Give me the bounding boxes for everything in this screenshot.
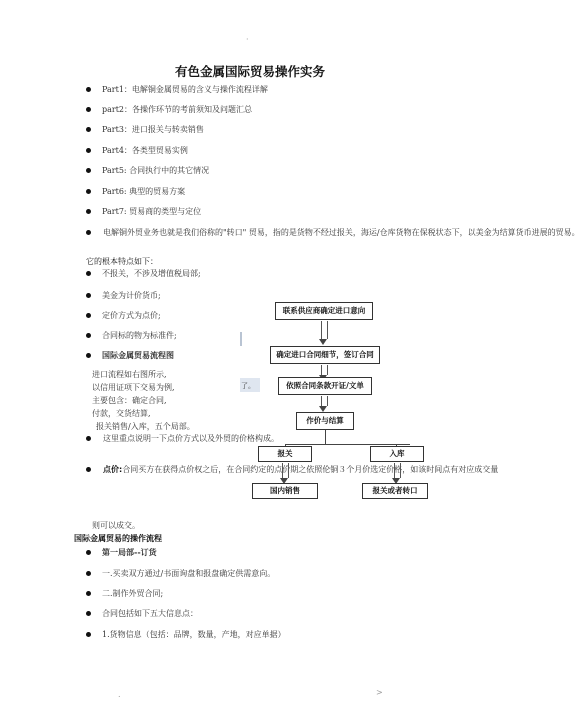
- flow-box-domestic-sales: 国内销售: [252, 483, 318, 499]
- import-flow-line: 以信用证项下交易为例,: [92, 383, 175, 392]
- list-item: Part3：进口报关与转卖销售: [86, 124, 204, 135]
- step-item: 1.货物信息（包括：品牌，数量，产地，对应单据）: [86, 629, 286, 640]
- bullet-icon: [86, 293, 91, 298]
- list-item: part2：各操作环节的考前须知及问题汇总: [86, 104, 252, 115]
- pricing-text: 合同买方在获得点价权之后，在合同约定的点价期之依照伦铜３个月价选定价格，如该时间点有对应成交量: [122, 465, 499, 474]
- stage-heading-item: 第一局部--订货: [86, 547, 157, 558]
- intro-bullet: [86, 227, 580, 239]
- step-item: 一.买卖双方通过/书面询盘和报盘确定供需意向。: [86, 568, 275, 579]
- pricing-bullet: [86, 464, 499, 476]
- pricing-end: 则可以成交。: [92, 521, 140, 530]
- feature-item: 合同标的物为标准件;: [86, 330, 177, 341]
- bullet-icon: [86, 189, 91, 194]
- pricing-label: 点价:: [103, 465, 123, 474]
- bullet-icon: [86, 632, 91, 637]
- flow-arrow: [394, 463, 401, 478]
- flow-box-warehouse: 入库: [370, 446, 424, 462]
- bullet-icon: [86, 271, 91, 276]
- step-item: 二.制作外贸合同;: [86, 588, 163, 599]
- header-mark: ·: [246, 35, 249, 44]
- flow-connector: [285, 444, 410, 445]
- flow-arrow: [282, 463, 289, 478]
- list-item: Part6: 典型的贸易方案: [86, 186, 185, 197]
- intro-text: 电解铜外贸业务也就是我们俗称的"转口" 贸易，指的是货物不经过报关，海运/仓库货物在保税状态下，以美金为结算货币进展的贸易。: [103, 228, 580, 237]
- bullet-icon: [86, 571, 91, 576]
- flow-box-intent: 联系供应商确定进口意向: [275, 302, 373, 320]
- list-item: Part7: 贸易商的类型与定位: [86, 206, 201, 217]
- feature-item: 美金为计价货币;: [86, 290, 161, 301]
- procedure-heading: 国际金属贸易的操作流程: [74, 534, 162, 543]
- flow-box-customs: 报关: [258, 446, 312, 462]
- bullet-icon: [86, 353, 91, 358]
- bullet-icon: [86, 168, 91, 173]
- list-item: Part1：电解铜金属贸易的含义与操作流程详解: [86, 84, 268, 95]
- footer-left: .: [118, 690, 121, 699]
- list-item: Part4：各类型贸易实例: [86, 145, 188, 156]
- flowchart-heading-item: 国际金属贸易流程图: [86, 350, 174, 361]
- bullet-icon: [86, 550, 91, 555]
- bullet-icon: [86, 333, 91, 338]
- bullet-icon: [86, 436, 91, 441]
- import-flow-line: 报关销售/入库，五个局部。: [96, 422, 195, 431]
- import-flow-line: 主要包含：确定合同,: [92, 396, 167, 405]
- bullet-icon: [86, 230, 91, 235]
- page-title: 有色金属国际贸易操作实务: [174, 64, 325, 79]
- flow-arrow: [321, 365, 328, 375]
- bullet-icon: [86, 467, 91, 472]
- import-flow-line: 付款，交货结算,: [92, 409, 151, 418]
- bullet-icon: [86, 87, 91, 92]
- feature-item: 定价方式为点价;: [86, 310, 161, 321]
- bullet-icon: [86, 611, 91, 616]
- flow-box-reexport: 报关或者转口: [362, 483, 428, 499]
- features-heading: 它的根本特点如下：: [86, 257, 158, 266]
- flow-box-credit: 依照合同条款开证/文单: [278, 377, 372, 395]
- bullet-icon: [86, 148, 91, 153]
- bullet-icon: [86, 107, 91, 112]
- flow-box-settlement: 作价与结算: [296, 412, 354, 430]
- bullet-icon: [86, 209, 91, 214]
- flow-box-contract: 确定进口合同细节，签订合同: [270, 346, 380, 364]
- step-item: 合同包括如下五大信息点：: [86, 608, 198, 619]
- flowchart: [238, 290, 428, 525]
- import-flow-line: 进口流程如右图所示,: [92, 370, 167, 379]
- feature-item: 不报关，不涉及增值税局部;: [86, 268, 201, 279]
- bullet-icon: [86, 591, 91, 596]
- bullet-icon: [86, 313, 91, 318]
- flow-connector: [325, 430, 326, 444]
- bullet-icon: [86, 127, 91, 132]
- list-item: Part5: 合同执行中的其它情况: [86, 165, 209, 176]
- arrow-down-icon: [319, 339, 327, 345]
- flow-arrow: [321, 396, 328, 406]
- emphasis-bullet: 这里重点说明一下点价方式以及外贸的价格构成。: [86, 433, 236, 445]
- footer-right: >: [376, 688, 383, 697]
- stray-text: 了。: [241, 382, 255, 390]
- flow-arrow: [321, 321, 328, 339]
